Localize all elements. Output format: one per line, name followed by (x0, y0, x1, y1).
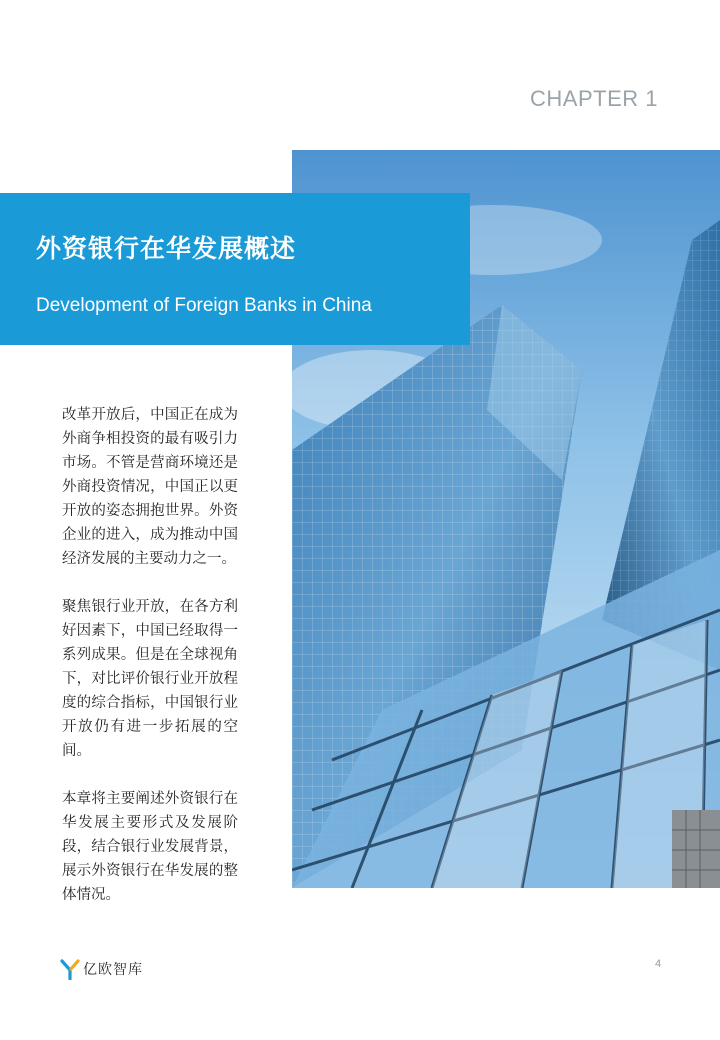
paragraph-2: 聚焦银行业开放，在各方利好因素下，中国已经取得一系列成果。但是在全球视角下，对比评价银行业开放程度的综合指标，中国银行业开放仍有进一步拓展的空间。 (62, 599, 238, 759)
page-number: 4 (655, 958, 662, 970)
body-text (62, 403, 238, 931)
footer-logo (60, 956, 143, 982)
title-banner (0, 193, 470, 345)
yiou-logo-icon (60, 958, 80, 980)
paragraph-1: 改革开放后，中国正在成为外商争相投资的最有吸引力市场。不管是营商环境还是外商投资情况，中国正以更开放的姿态拥抱世界。外资企业的进入，成为推动中国经济发展的主要动力之一。 (62, 407, 238, 567)
paragraph-3: 本章将主要阐述外资银行在华发展主要形式及发展阶段，结合银行业发展背景，展示外资银行在华发展的整体情况。 (62, 791, 238, 903)
chapter-title-en: Development of Foreign Banks in China (36, 295, 372, 316)
chapter-title-cn: 外资银行在华发展概述 (36, 234, 297, 263)
chapter-label: CHAPTER 1 (530, 86, 658, 111)
logo-text: 亿欧智库 (83, 962, 143, 978)
